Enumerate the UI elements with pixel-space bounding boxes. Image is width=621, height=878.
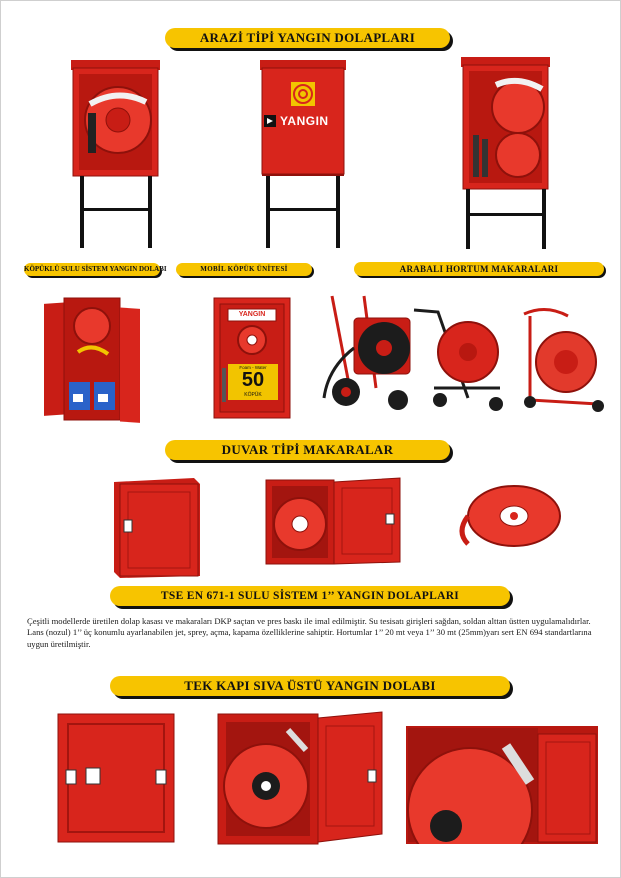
foam-cabinet-open xyxy=(42,296,142,424)
wall-cabinet-open-reel xyxy=(264,476,404,566)
arabali-banner xyxy=(354,262,604,276)
foam-unit-brand: YANGIN xyxy=(238,311,266,318)
duvar-tipi-title: DUVAR TİPİ MAKARALAR xyxy=(221,442,394,457)
foam-unit-number: 50 xyxy=(241,369,265,391)
product-description: Çeşitli modellerde üretilen dolap kasası ve makaraları DKP saçtan ve pres baskı ile imal edilmiştir. Su tesisatı girişleri sağdan, soldan alttan üstten uygulamalıdırlar. Lans (nozul) 1’’ üç konumlu ayarlanabilen jet, sprey, açma, kapama özelliklerine sahiptir. Hortumlar 1’’ 20 mt veya 1’’ 30 mt (25mm)yarı sert EN 694 standartlarına uygun üretilmiştir. xyxy=(27,616,592,649)
mobil-label: MOBİL KÖPÜK ÜNİTESİ xyxy=(200,265,288,273)
surface-cabinet-closed xyxy=(56,712,176,844)
mobil-banner xyxy=(176,263,312,276)
foam-unit-caption: KÖPÜK xyxy=(244,392,262,398)
arazi-tipi-title: ARAZİ TİPİ YANGIN DOLAPLARI xyxy=(199,30,416,45)
standing-cabinet-open-right xyxy=(458,55,553,251)
mobile-foam-unit xyxy=(212,296,292,420)
surface-cabinet-open xyxy=(216,710,386,846)
tek-kapi-title: TEK KAPI SIVA ÜSTÜ YANGIN DOLABI xyxy=(184,678,436,693)
kopuklu-label: KÖPÜKLÜ SULU SİSTEM YANGIN DOLABI xyxy=(24,265,167,273)
tse-banner xyxy=(110,586,510,606)
duvar-tipi-banner xyxy=(165,440,450,460)
cabinet-brand-text: YANGIN xyxy=(280,114,329,128)
surface-cabinet-detail xyxy=(406,726,598,844)
tse-title: TSE EN 671-1 SULU SİSTEM 1’’ YANGIN DOLAPLARI xyxy=(160,590,460,602)
hose-reel-carts xyxy=(318,288,608,422)
standing-cabinet-closed xyxy=(258,58,348,250)
arazi-tipi-banner xyxy=(165,28,450,48)
tek-kapi-banner xyxy=(110,676,510,696)
wall-cabinet-closed xyxy=(112,476,202,580)
standing-cabinet-open-left xyxy=(68,58,163,250)
arabali-label: ARABALI HORTUM MAKARALARI xyxy=(399,264,559,274)
kopuklu-banner xyxy=(24,263,167,276)
foam-unit-tag: Foam - Water xyxy=(239,365,267,370)
wall-hose-reel xyxy=(454,482,564,550)
